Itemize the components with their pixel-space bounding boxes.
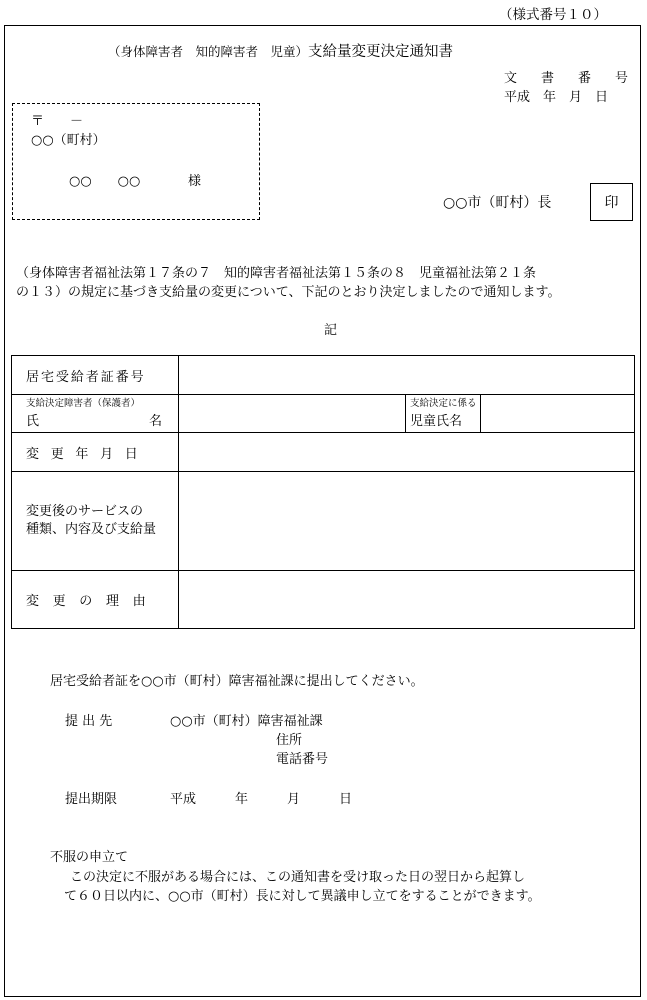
body-text-line1: （身体障害者福祉法第１７条の７ 知的障害者福祉法第１５条の８ 児童福祉法第２１条 [16,266,537,281]
submit-phone: 電話番号 [276,752,329,767]
recipient-name: ○○ ○○ [69,174,141,189]
child-name-value [481,395,635,433]
table-row [12,571,635,629]
service-label-line1: 変更後のサービスの [26,504,144,519]
submit-destination-label: 提 出 先 [65,714,113,729]
doc-number-char: 番 [577,71,591,86]
doc-number-char: 文 [504,71,518,86]
submit-instruction: 居宅受給者証を○○市（町村）障害福祉課に提出してください。 [50,674,424,689]
recipient-name-value [179,395,406,433]
document-title [108,40,453,61]
table-row [12,433,635,472]
form-number: （様式番号１０） [499,7,607,23]
ki-heading: 記 [324,323,338,338]
appeal-heading: 不服の申立て [50,850,129,865]
doc-number-label [504,67,628,86]
deadline-label: 提出期限 [65,792,118,807]
change-reason-value [179,571,635,629]
table-row [12,472,635,571]
change-reason-label: 変更の理由 [12,571,179,629]
table-row [12,356,635,395]
recipient-name-label [12,395,179,433]
issuer-name: ○○市（町村）長 [443,195,552,211]
child-name-label [406,395,481,433]
doc-number-char: 書 [540,71,554,86]
service-label [12,472,179,571]
recipient-name-label-main: 氏 名 [26,414,162,429]
recipient-name-label-small: 支給決定障害者（保護者） [26,398,141,409]
submit-destination-value: ○○市（町村）障害福祉課 [170,714,323,729]
issue-date: 平成 年 月 日 [504,90,609,105]
service-value [179,472,635,571]
table-row [12,395,635,433]
change-date-label: 変更年月日 [12,433,179,472]
title-qualifier: （身体障害者 知的障害者 児童） [108,44,309,59]
appeal-text-line2: て６０日以内に、○○市（町村）長に対して異議申し立てをすることができます。 [64,889,541,904]
change-date-value [179,433,635,472]
seal-mark: 印 [604,195,619,211]
seal-box [590,183,633,221]
appeal-text-line1: この決定に不服がある場合には、この通知書を受け取った日の翌日から起算し [70,870,526,885]
body-text-line2: の１３）の規定に基づき支給量の変更について、下記のとおり決定しましたので通知します。 [16,285,561,300]
recipient-honorific: 様 [188,174,202,189]
title-main: 支給量変更決定通知書 [308,44,454,60]
cert-number-label: 居宅受給者証番号 [12,356,179,395]
recipient-address-box [12,103,260,220]
cert-number-value [179,356,635,395]
postal-code: 〒 － [31,114,84,129]
doc-number-char: 号 [614,71,628,86]
details-table [11,355,635,629]
submit-address: 住所 [276,733,303,748]
child-name-label-main: 児童氏名 [410,414,463,429]
recipient-town: ○○（町村） [31,133,106,148]
child-name-label-small: 支給決定に係る [410,398,477,409]
service-label-line2: 種類、内容及び支給量 [26,522,157,537]
deadline-value: 平成 年 月 日 [170,792,353,807]
